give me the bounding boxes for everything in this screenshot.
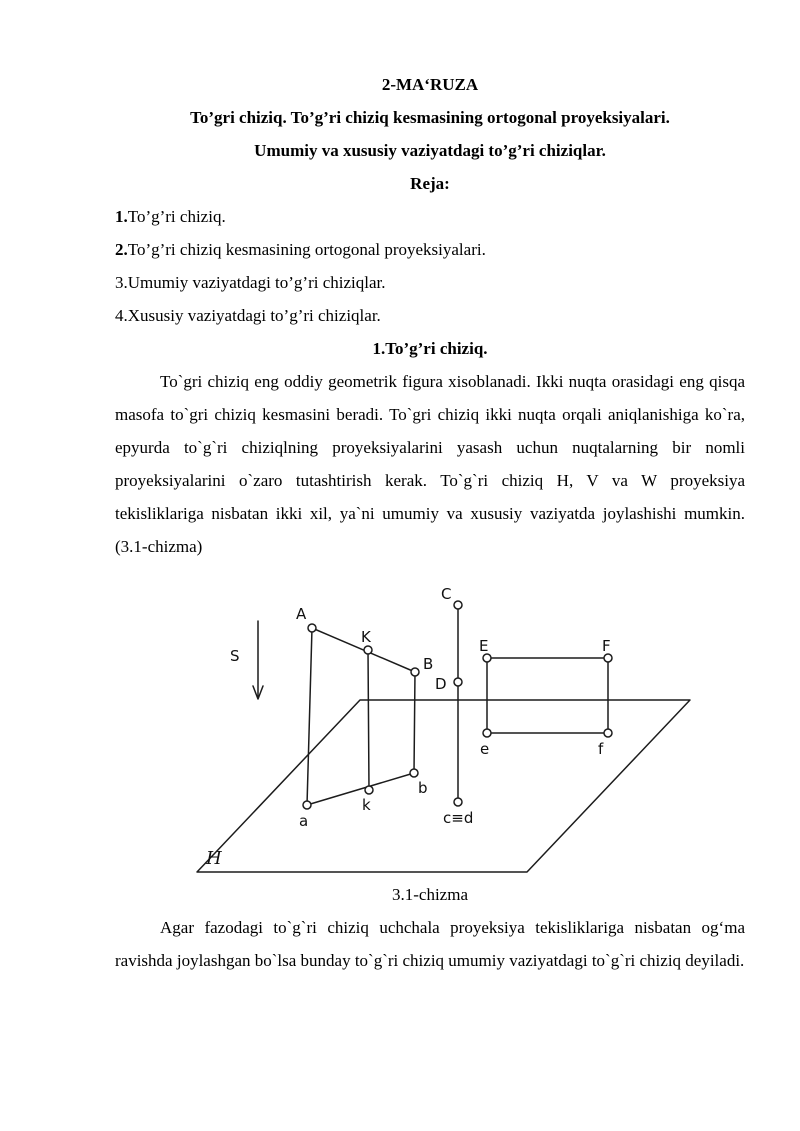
point-C xyxy=(454,601,462,609)
point-A xyxy=(308,624,316,632)
plan-item-4 xyxy=(115,299,745,332)
label-H: H xyxy=(206,848,222,869)
plan-item-4-text: Xususiy vaziyatdagi to’g’ri chiziqlar. xyxy=(127,306,381,325)
lecture-title: 2-MA‘RUZA xyxy=(381,75,479,94)
label-B: B xyxy=(423,655,434,673)
point-E xyxy=(483,654,491,662)
plan-item-2-text: To’g’ri chiziq kesmasining ortogonal proyeksiyalari. xyxy=(127,240,486,259)
document-content xyxy=(115,68,745,977)
plan-item-2-number: 2. xyxy=(115,240,128,259)
label-c-equiv-d: c≡d xyxy=(443,809,474,827)
label-S: S xyxy=(230,647,240,665)
figure-caption: 3.1-chizma xyxy=(392,885,468,904)
point-b xyxy=(410,769,418,777)
point-f xyxy=(604,729,612,737)
point-e xyxy=(483,729,491,737)
lecture-subtitle-2: Umumiy va xususiy vaziyatdagi to’g’ri chiziqlar. xyxy=(254,141,606,160)
label-D: D xyxy=(435,675,447,693)
point-D xyxy=(454,678,462,686)
point-c-d xyxy=(454,798,462,806)
plane-H-outline xyxy=(197,700,690,872)
line-B-b xyxy=(414,672,415,773)
section-heading: 1.To’g’ri chiziq. xyxy=(372,339,488,358)
plan-item-3-text: Umumiy vaziyatdagi to’g’ri chiziqlar. xyxy=(127,273,386,292)
label-K: K xyxy=(361,628,371,646)
plan-item-1-text: To’g’ri chiziq. xyxy=(127,207,226,226)
plan-item-4-number: 4. xyxy=(115,306,128,325)
label-E: E xyxy=(479,637,489,655)
point-B xyxy=(411,668,419,676)
projection-direction-arrow-s xyxy=(253,621,263,699)
label-k: k xyxy=(362,796,371,814)
label-f: f xyxy=(598,740,604,758)
figure-3-1-diagram xyxy=(150,580,710,890)
line-A-a xyxy=(307,628,312,805)
plane-H-parallelogram xyxy=(197,700,690,872)
label-b: b xyxy=(418,779,428,797)
label-C: C xyxy=(441,585,452,603)
label-e: e xyxy=(480,740,490,758)
plan-item-3 xyxy=(115,266,745,299)
label-A: A xyxy=(296,605,307,623)
label-F: F xyxy=(602,637,611,655)
point-K xyxy=(364,646,372,654)
lecture-subtitle-1: To’gri chiziq. To’g’ri chiziq kesmasining ortogonal proyeksiyalari. xyxy=(190,108,670,127)
line-K-k xyxy=(368,650,369,790)
rect-E-F-f-e xyxy=(487,658,608,733)
plan-heading: Reja: xyxy=(410,174,450,193)
diagram-labels xyxy=(205,585,611,869)
paragraph-2: Agar fazodagi to`g`ri chiziq uchchala proyeksiya tekisliklariga nisbatan og‘ma ravishda joylashgan bo`lsa bunday to`g`ri chiziq umumiy vaziyatdagi to`g`ri chiziq deyiladi. xyxy=(115,918,745,970)
point-F xyxy=(604,654,612,662)
plan-item-1-number: 1. xyxy=(115,207,128,226)
point-a xyxy=(303,801,311,809)
figure-3-1 xyxy=(115,563,745,878)
paragraph-1: To`gri chiziq eng oddiy geometrik figura xisoblanadi. Ikki nuqta orasidagi eng qisqa masofa to`gri chiziq kesmasini beradi. To`gri chiziq ikki nuqta orqali aniqlanishiga ko`ra, epyurda to`g`ri chiziqlning proyeksiyalarini yasash uchun nuqtalarning bir nomli proyeksiyalarini o`zaro tutashtirish kerak. To`g`ri chiziq H, V va W proyeksiya tekisliklariga nisbatan ikki xil, ya`ni umumiy va xususiy vaziyatda joylashishi mumkin. (3.1-chizma) xyxy=(115,372,745,556)
line-a-b xyxy=(307,773,414,805)
label-a: a xyxy=(299,812,309,830)
point-k xyxy=(365,786,373,794)
segment-AB-with-projections xyxy=(307,628,415,805)
segment-EF-with-projections xyxy=(487,658,608,733)
plan-item-1 xyxy=(115,200,745,233)
plan-item-2 xyxy=(115,233,745,266)
plan-item-3-number: 3. xyxy=(115,273,128,292)
